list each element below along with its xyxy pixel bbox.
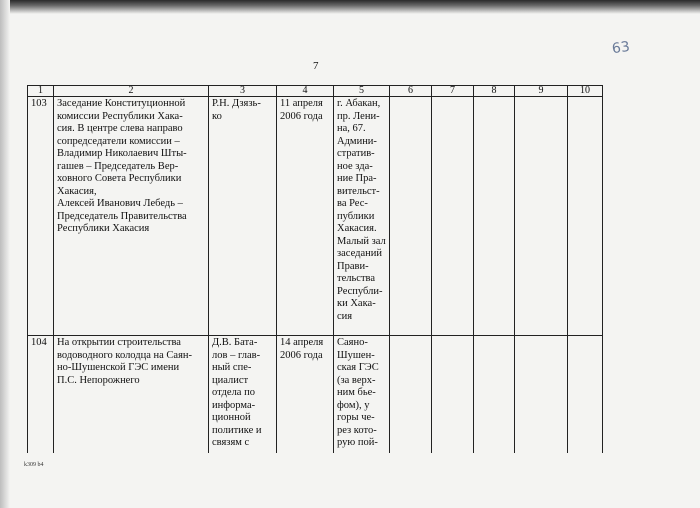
column-header: 4 [277, 86, 334, 97]
author-line: Д.В. Бата- [212, 337, 258, 348]
author-line: лов – глав- [212, 349, 261, 361]
place-line: вительст- [337, 185, 380, 197]
description-line: гашев – Председатель Вер- [57, 160, 179, 172]
row-number: 103 [28, 97, 54, 336]
date-line: 2006 года [280, 110, 323, 122]
place-line: Шушен- [337, 349, 375, 361]
place-line: стратив- [337, 148, 375, 159]
table-row [28, 97, 603, 336]
scan-dark-edge [0, 0, 700, 14]
author-line: ный спе- [212, 362, 252, 373]
author-line: циалист [212, 374, 249, 386]
empty-cell [515, 97, 568, 336]
description-line: Владимир Николаевич Шты- [57, 148, 187, 159]
photo-date [277, 336, 334, 454]
row-number: 104 [28, 336, 54, 454]
place-line: ное зда- [337, 160, 373, 172]
author-line: отдела по [212, 387, 255, 398]
empty-cell [474, 97, 515, 336]
place-line: Республи- [337, 285, 383, 297]
description-line: П.С. Непорожнего [57, 374, 140, 386]
description-line: водоводного колодца на Саян- [57, 349, 193, 361]
photo-date [277, 97, 334, 336]
description-line: Республики Хакасия [57, 223, 150, 234]
column-header: 9 [515, 86, 568, 97]
place-line: Малый зал [337, 235, 386, 247]
photo-register-table [27, 85, 603, 453]
column-header: 10 [568, 86, 603, 97]
scan-left-edge [0, 0, 10, 508]
description-line: ховного Совета Республики [57, 173, 182, 184]
place-line: ним бье- [337, 387, 376, 398]
author-line: связям с [212, 437, 250, 448]
column-header: 5 [334, 86, 390, 97]
place-line: Саяно- [337, 337, 368, 348]
place-line: ская ГЭС [337, 362, 379, 373]
place-line: ки Хака- [337, 298, 376, 309]
description-line: Хакасия, [57, 185, 97, 197]
place-line: ние Пра- [337, 173, 377, 184]
empty-cell [432, 97, 474, 336]
description-line: но-Шушенской ГЭС имени [57, 362, 180, 373]
place-line: ва Рес- [337, 198, 368, 209]
place-line: Прави- [337, 260, 369, 272]
description-line: На открытии строительства [57, 337, 181, 348]
place-line: заседаний [337, 248, 382, 259]
place-line: горы че- [337, 412, 375, 423]
table-row [28, 336, 603, 454]
photo-description [54, 336, 209, 454]
empty-cell [474, 336, 515, 454]
date-line: 14 апреля [280, 337, 324, 348]
place-line: Админи- [337, 135, 377, 147]
archive-sheet-number: 63 [610, 38, 631, 58]
place-line: на, 67. [337, 123, 366, 134]
empty-cell [390, 336, 432, 454]
column-header: 6 [390, 86, 432, 97]
photo-place [334, 336, 390, 454]
place-line: Хакасия. [337, 223, 377, 234]
place-line: фом), у [337, 399, 370, 411]
place-line: рую пой- [337, 437, 378, 448]
date-line: 11 апреля [280, 98, 323, 109]
place-line: сия [337, 310, 353, 322]
author-line: информа- [212, 399, 256, 411]
photo-place [334, 97, 390, 336]
empty-cell [568, 336, 603, 454]
column-header: 7 [432, 86, 474, 97]
footer-code: k309 b4 [24, 462, 44, 468]
empty-cell [515, 336, 568, 454]
photo-author [209, 97, 277, 336]
page-number: 7 [313, 60, 319, 72]
place-line: (за верх- [337, 374, 376, 386]
column-header: 2 [54, 86, 209, 97]
author-line: ко [212, 110, 222, 122]
place-line: пр. Лени- [337, 110, 380, 122]
photo-author [209, 336, 277, 454]
empty-cell [432, 336, 474, 454]
description-line: Алексей Иванович Лебедь – [57, 198, 183, 209]
column-header: 8 [474, 86, 515, 97]
place-line: публики [337, 210, 375, 222]
author-line: Р.Н. Дзязь- [212, 98, 261, 109]
column-header: 3 [209, 86, 277, 97]
empty-cell [568, 97, 603, 336]
table-header-row [28, 86, 603, 97]
author-line: политике и [212, 424, 262, 436]
date-line: 2006 года [280, 349, 323, 361]
photo-description [54, 97, 209, 336]
description-line: комиссии Республики Хака- [57, 110, 183, 122]
description-line: сия. В центре слева направо [57, 123, 183, 134]
empty-cell [390, 97, 432, 336]
description-line: Заседание Конституционной [57, 98, 186, 109]
author-line: ционной [212, 412, 251, 423]
place-line: г. Абакан, [337, 98, 381, 109]
description-line: сопредседатели комиссии – [57, 135, 180, 147]
description-line: Председатель Правительства [57, 210, 187, 222]
place-line: тельства [337, 273, 376, 284]
place-line: рез кото- [337, 424, 377, 436]
column-header: 1 [28, 86, 54, 97]
